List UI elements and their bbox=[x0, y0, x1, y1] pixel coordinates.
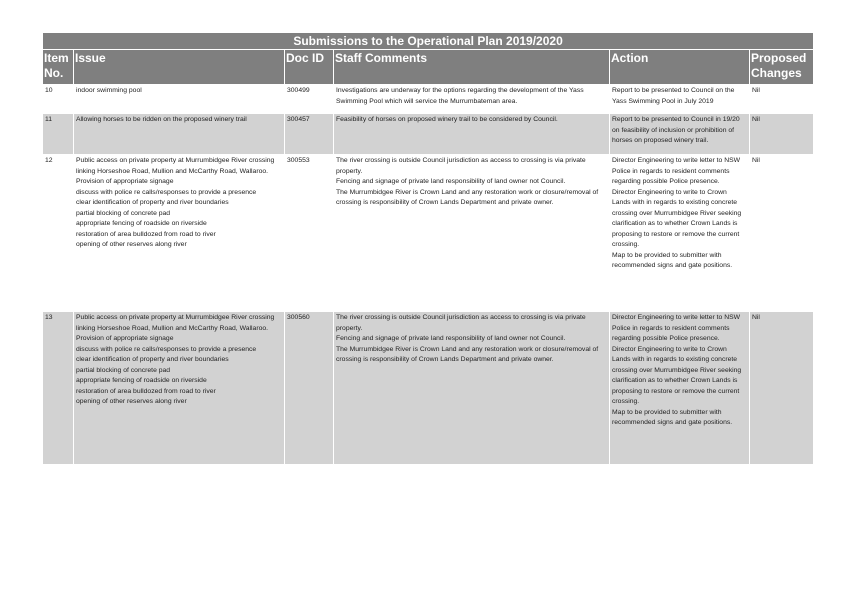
doc-id: 300457 bbox=[285, 114, 334, 155]
issue-line: restoration of area bulldozed from road to river bbox=[76, 387, 216, 395]
staff-comment-line: Investigations are underway for the options regarding the development of the Yass Swimming Pool which will service the Murrumbateman area. bbox=[336, 87, 584, 105]
column-header-staff-comments: Staff Comments bbox=[334, 50, 610, 85]
staff-comment-line: The Murrumbidgee River is Crown Land and any restoration work or closure/removal of crossing is responsibility of Crown Lands Department and private owner. bbox=[336, 345, 599, 363]
column-header-doc-id: Doc ID bbox=[285, 50, 334, 85]
issue-line: restoration of area bulldozed from road to river bbox=[76, 230, 216, 238]
table-row bbox=[43, 85, 814, 114]
staff-comments-cell bbox=[334, 312, 610, 465]
action-cell bbox=[610, 155, 750, 312]
column-header-action: Action bbox=[610, 50, 750, 85]
staff-comments-cell bbox=[334, 114, 610, 155]
issue-line: partial blocking of concrete pad bbox=[76, 209, 171, 217]
issue-line: appropriate fencing of roadside on riverside bbox=[76, 220, 207, 227]
doc-id: 300560 bbox=[285, 312, 334, 465]
action-line: Map to be provided to submitter with recommended signs and gate positions. bbox=[612, 251, 733, 269]
action-line: Director Engineering to write to Crown Lands with in regards to existing concrete crossing over Murrumbidgee River seeking clarification as to whether Crown Lands is proposing to restore or remove the current crossing. bbox=[612, 188, 742, 248]
issue-cell bbox=[74, 155, 285, 312]
item-number: 12 bbox=[43, 155, 74, 312]
table-row bbox=[43, 155, 814, 312]
staff-comment-line: The river crossing is outside Council jurisdiction as access to crossing is via private property. bbox=[336, 314, 586, 332]
column-header-item: Item No. bbox=[43, 50, 74, 85]
issue-line: clear identification of property and river boundaries bbox=[76, 199, 229, 206]
column-header-proposed-changes: Proposed Changes bbox=[750, 50, 814, 85]
staff-comment-line: The Murrumbidgee River is Crown Land and any restoration work or closure/removal of crossing is responsibility of Crown Lands Department and private owner. bbox=[336, 188, 599, 206]
staff-comment-line: Fencing and signage of private land responsibility of land owner not Council. bbox=[336, 335, 566, 342]
staff-comments-cell bbox=[334, 85, 610, 114]
issue-line: clear identification of property and river boundaries bbox=[76, 356, 229, 363]
issue-cell bbox=[74, 85, 285, 114]
issue-line: Provision of appropriate signage bbox=[76, 335, 174, 342]
submissions-sheet bbox=[42, 32, 813, 465]
proposed-changes: Nil bbox=[750, 155, 814, 312]
issue-cell bbox=[74, 114, 285, 155]
staff-comment-line: Fencing and signage of private land responsibility of land owner not Council. bbox=[336, 178, 566, 185]
doc-id: 300499 bbox=[285, 85, 334, 114]
issue-line: partial blocking of concrete pad bbox=[76, 366, 171, 374]
action-line: Director Engineering to write letter to NSW Police in regards to resident comments regarding possible Police presence. bbox=[612, 314, 741, 342]
issue-line: Public access on private property at Murrumbidgee River crossing linking Horseshoe Road, Mullion and McCarthy Road, Wallaroo. bbox=[76, 314, 275, 332]
issue-line: opening of other reserves along river bbox=[76, 398, 187, 405]
issue-line: opening of other reserves along river bbox=[76, 241, 187, 248]
proposed-changes: Nil bbox=[750, 85, 814, 114]
submissions-table bbox=[42, 32, 814, 465]
issue-line: Allowing horses to be ridden on the proposed winery trail bbox=[76, 116, 247, 123]
action-line: Map to be provided to submitter with recommended signs and gate positions. bbox=[612, 408, 733, 426]
issue-line: discuss with police re calls/responses to provide a presence bbox=[76, 188, 257, 196]
issue-cell bbox=[74, 312, 285, 465]
action-cell bbox=[610, 312, 750, 465]
action-line: Report to be presented to Council in 19/20 on feasibility of inclusion or prohibition of horses on proposed winery trail. bbox=[612, 116, 740, 144]
action-line: Report to be presented to Council on the Yass Swimming Pool in July 2019 bbox=[612, 87, 735, 105]
issue-line: indoor swimming pool bbox=[76, 87, 142, 94]
action-line: Director Engineering to write to Crown Lands with in regards to existing concrete crossing over Murrumbidgee River seeking clarification as to whether Crown Lands is proposing to restore or remove the current crossing. bbox=[612, 345, 742, 405]
issue-line: appropriate fencing of roadside on riverside bbox=[76, 377, 207, 384]
proposed-changes: Nil bbox=[750, 312, 814, 465]
table-row bbox=[43, 312, 814, 465]
proposed-changes: Nil bbox=[750, 114, 814, 155]
action-line: Director Engineering to write letter to NSW Police in regards to resident comments regarding possible Police presence. bbox=[612, 157, 741, 185]
action-cell bbox=[610, 85, 750, 114]
action-cell bbox=[610, 114, 750, 155]
staff-comments-cell bbox=[334, 155, 610, 312]
staff-comment-line: Feasibility of horses on proposed winery trail to be considered by Council. bbox=[336, 116, 558, 123]
doc-id: 300553 bbox=[285, 155, 334, 312]
issue-line: Provision of appropriate signage bbox=[76, 178, 174, 185]
table-row bbox=[43, 114, 814, 155]
staff-comment-line: The river crossing is outside Council jurisdiction as access to crossing is via private property. bbox=[336, 157, 586, 175]
item-number: 13 bbox=[43, 312, 74, 465]
issue-line: Public access on private property at Murrumbidgee River crossing linking Horseshoe Road, Mullion and McCarthy Road, Wallaroo. bbox=[76, 157, 275, 175]
item-number: 11 bbox=[43, 114, 74, 155]
table-title: Submissions to the Operational Plan 2019/2020 bbox=[43, 33, 814, 50]
column-header-issue: Issue bbox=[74, 50, 285, 85]
issue-line: discuss with police re calls/responses to provide a presence bbox=[76, 345, 257, 353]
item-number: 10 bbox=[43, 85, 74, 114]
